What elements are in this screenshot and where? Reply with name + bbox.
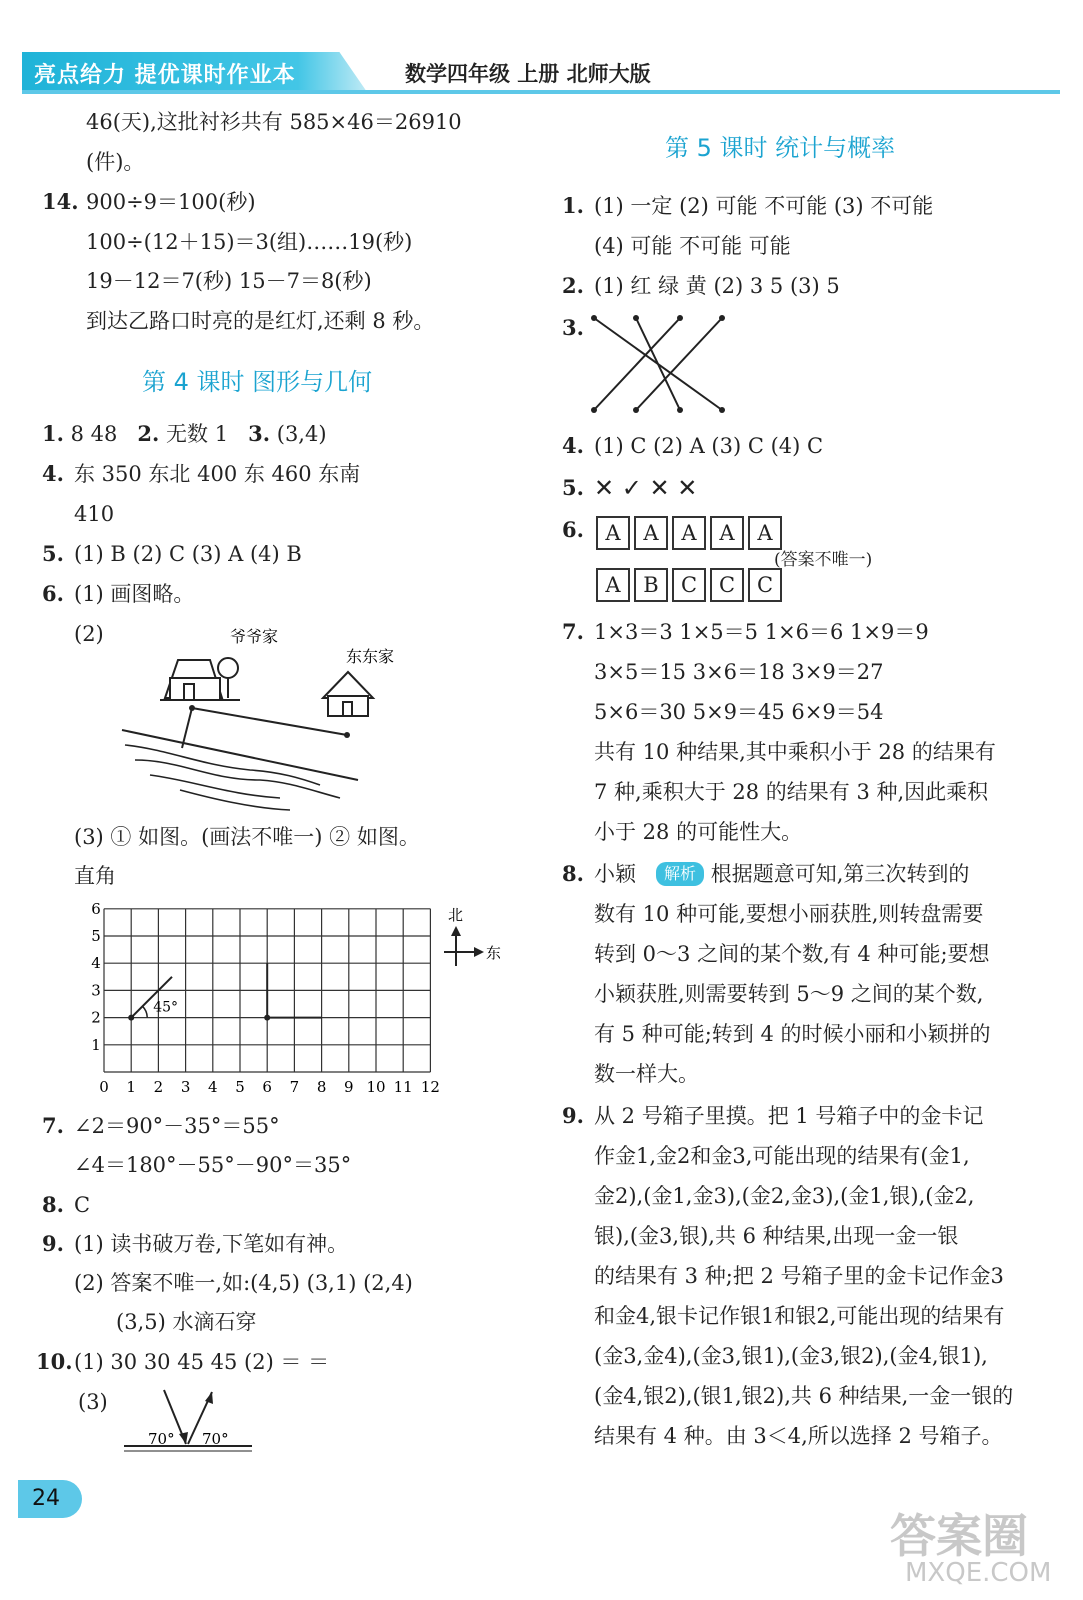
text-line: (1) 红 绿 黄 (2) 3 5 (3) 5 xyxy=(594,274,840,298)
question-number: 10. xyxy=(36,1349,73,1374)
text-line: (1) B (2) C (3) A (4) B xyxy=(74,542,302,566)
text-line: (件)。 xyxy=(86,150,145,174)
text-line: 共有 10 种结果,其中乘积小于 28 的结果有 xyxy=(594,740,996,764)
y-tick-label: 6 xyxy=(91,899,101,918)
x-tick-label: 7 xyxy=(289,1078,300,1096)
text-line: 19－12＝7(秒) 15－7＝8(秒) xyxy=(86,269,372,293)
book-grade: 数学四年级 上册 北师大版 xyxy=(405,62,651,86)
dongdong-house-label: 东东家 xyxy=(346,647,395,666)
east-label: 东 xyxy=(486,944,502,962)
x-tick-label: 8 xyxy=(316,1078,327,1096)
y-tick-label: 2 xyxy=(91,1008,101,1027)
text-line: (1) 读书破万卷,下笔如有神。 xyxy=(74,1232,349,1256)
text-line: ∠4＝180°－55°－90°＝35° xyxy=(74,1153,352,1177)
question-number: 7. xyxy=(562,619,584,644)
text-line: (1) 画图略。 xyxy=(74,582,195,606)
answer-line xyxy=(594,860,969,888)
text-line: 结果有 4 种。由 3＜4,所以选择 2 号箱子。 xyxy=(594,1424,1003,1448)
text-line: 作金1,金2和金3,可能出现的结果有(金1, xyxy=(594,1144,970,1168)
x-tick-label: 10 xyxy=(366,1078,386,1096)
text-line: 到达乙路口时亮的是红灯,还剩 8 秒。 xyxy=(86,309,435,333)
card-row-1 xyxy=(596,516,786,550)
question-number: 1. xyxy=(42,421,64,446)
x-tick-label: 1 xyxy=(126,1078,136,1096)
text-line: 410 xyxy=(74,502,115,526)
card-row-2 xyxy=(596,568,786,602)
riverbank-line xyxy=(122,730,358,780)
question-number: 4. xyxy=(562,433,584,458)
x-tick-label: 6 xyxy=(262,1078,272,1096)
question-number: 5. xyxy=(562,475,584,500)
text-line: 有 5 种可能;转到 4 的时候小丽和小颖拼的 xyxy=(594,1022,991,1046)
text-line: 从 2 号箱子里摸。把 1 号箱子中的金卡记 xyxy=(594,1104,984,1128)
y-tick-label: 4 xyxy=(91,954,101,973)
angle-label-left: 70° xyxy=(148,1430,175,1448)
analysis-text: 根据题意可知,第三次转到的 xyxy=(710,862,970,886)
question-number: 2. xyxy=(562,273,584,298)
text-line: 1×3＝3 1×5＝5 1×6＝6 1×9＝9 xyxy=(594,620,929,644)
question-number: 2. xyxy=(137,421,160,446)
question-number: 14. xyxy=(42,189,79,214)
x-tick-label: 0 xyxy=(99,1078,109,1096)
analysis-tag: 解析 xyxy=(656,862,704,886)
grandpa-house-label: 爷爷家 xyxy=(230,627,279,646)
book-brand: 亮点给力 提优课时作业本 xyxy=(34,63,296,88)
header-rule xyxy=(22,90,1060,94)
question-number: 4. xyxy=(42,461,64,486)
letter-card: C xyxy=(710,568,744,602)
text-line: 和金4,银卡记作银1和银2,可能出现的结果有 xyxy=(594,1304,1005,1328)
letter-card: A xyxy=(710,516,744,550)
y-tick-label: 1 xyxy=(91,1035,101,1054)
letter-card: A xyxy=(596,568,630,602)
text-line: 3×5＝15 3×6＝18 3×9＝27 xyxy=(594,660,884,684)
x-tick-label: 9 xyxy=(344,1078,354,1096)
angle-arc xyxy=(143,1006,148,1017)
question-number: 5. xyxy=(42,541,64,566)
x-tick-label: 2 xyxy=(153,1078,164,1096)
text-line: 转到 0～3 之间的某个数,有 4 种可能;要想 xyxy=(594,942,990,966)
section-title-4: 第 4 课时 图形与几何 xyxy=(142,368,373,396)
letter-card: C xyxy=(672,568,706,602)
question-number: 3. xyxy=(248,421,271,446)
question-number: 8. xyxy=(42,1192,64,1217)
angle-label-right: 70° xyxy=(202,1430,229,1448)
letter-card: A xyxy=(634,516,668,550)
question-number: 9. xyxy=(42,1231,64,1256)
north-arrow-head xyxy=(451,926,461,936)
answer-text: 8 48 xyxy=(70,422,118,446)
house-river-illustration xyxy=(110,620,395,815)
grandpa-house-icon xyxy=(160,658,240,700)
reflection-angle-diagram xyxy=(124,1388,254,1454)
text-line: ∠2＝90°－35°＝55° xyxy=(74,1114,280,1138)
text-line: (金3,金4),(金3,银1),(金3,银2),(金4,银1), xyxy=(594,1344,988,1368)
note-text: (答案不唯一) xyxy=(774,550,873,570)
text-line: (金4,银2),(银1,银2),共 6 种结果,一金一银的 xyxy=(594,1384,1014,1408)
answer-text: (3,4) xyxy=(276,422,327,446)
section-title-5: 第 5 课时 统计与概率 xyxy=(665,134,896,162)
x-tick-label: 3 xyxy=(180,1078,191,1096)
text-line: 7 种,乘积大于 28 的结果有 3 种,因此乘积 xyxy=(594,780,989,804)
x-tick-label: 11 xyxy=(393,1078,413,1096)
grid-point xyxy=(264,1015,270,1021)
page-number: 24 xyxy=(18,1480,82,1518)
question-number: 6. xyxy=(42,581,64,606)
text-line: C xyxy=(74,1193,91,1217)
matching-lines-diagram xyxy=(588,312,728,416)
text-line: (1) C (2) A (3) C (4) C xyxy=(594,434,824,458)
text-line: 的结果有 3 种;把 2 号箱子里的金卡记作金3 xyxy=(594,1264,1004,1288)
judgement-marks: ✕ ✓ ✕ ✕ xyxy=(594,474,698,502)
text-line: (1) 一定 (2) 可能 不可能 (3) 不可能 xyxy=(594,194,934,218)
text-line: 100÷(12＋15)＝3(组)……19(秒) xyxy=(86,230,413,254)
perpendicular-line xyxy=(182,708,192,748)
east-arrow-head xyxy=(474,947,484,957)
coordinate-grid xyxy=(84,900,504,1100)
question-number: 7. xyxy=(42,1113,64,1138)
text-line: (4) 可能 不可能 可能 xyxy=(594,234,791,258)
text-line: 数一样大。 xyxy=(594,1062,699,1086)
x-tick-label: 4 xyxy=(208,1078,218,1096)
answer-text: 无数 1 xyxy=(166,422,229,446)
letter-card: C xyxy=(748,568,782,602)
path-line xyxy=(192,708,347,735)
letter-card: A xyxy=(748,516,782,550)
text-line: 小于 28 的可能性大。 xyxy=(594,820,803,844)
answer-row xyxy=(42,420,327,448)
text-line: 东 350 东北 400 东 460 东南 xyxy=(74,462,361,486)
text-line: 900÷9＝100(秒) xyxy=(86,190,256,214)
text-line: 小颖获胜,则需要转到 5～9 之间的某个数, xyxy=(594,982,984,1006)
question-number: 1. xyxy=(562,193,584,218)
question-number: 3. xyxy=(562,315,584,340)
text-line: 银),(金3,银),共 6 种结果,出现一金一银 xyxy=(594,1224,959,1248)
text-line: (2) xyxy=(74,622,104,646)
grid-point xyxy=(128,1015,134,1021)
y-tick-label: 5 xyxy=(91,927,101,945)
dongdong-house-icon xyxy=(323,672,373,716)
angle-label: 45° xyxy=(153,999,179,1016)
text-line: 直角 xyxy=(74,864,116,888)
answer-text: 小颖 xyxy=(594,862,636,886)
letter-card: A xyxy=(596,516,630,550)
letter-card: B xyxy=(634,568,668,602)
text-line: (3) xyxy=(78,1390,108,1414)
question-number: 8. xyxy=(562,861,584,886)
x-tick-label: 12 xyxy=(420,1078,440,1096)
text-line: (1) 30 30 45 45 (2) ＝ ＝ xyxy=(74,1350,330,1374)
watermark-logo: 答案圈 xyxy=(890,1509,1028,1563)
text-line: 金2),(金1,金3),(金2,金3),(金1,银),(金2, xyxy=(594,1184,975,1208)
x-tick-label: 5 xyxy=(235,1078,245,1096)
text-line: 5×6＝30 5×9＝45 6×9＝54 xyxy=(594,700,884,724)
text-line: (3,5) 水滴石穿 xyxy=(116,1310,257,1334)
text-line: 数有 10 种可能,要想小丽获胜,则转盘需要 xyxy=(594,902,984,926)
letter-card: A xyxy=(672,516,706,550)
y-tick-label: 3 xyxy=(91,981,101,1000)
watermark-url: MXQE.COM xyxy=(905,1558,1052,1588)
text-line: (2) 答案不唯一,如:(4,5) (3,1) (2,4) xyxy=(74,1271,413,1295)
question-number: 6. xyxy=(562,517,584,542)
text-line: 46(天),这批衬衫共有 585×46＝26910 xyxy=(86,110,462,134)
north-label: 北 xyxy=(448,906,464,924)
question-number: 9. xyxy=(562,1103,584,1128)
text-line: (3) ① 如图。(画法不唯一) ② 如图。 xyxy=(74,825,420,849)
